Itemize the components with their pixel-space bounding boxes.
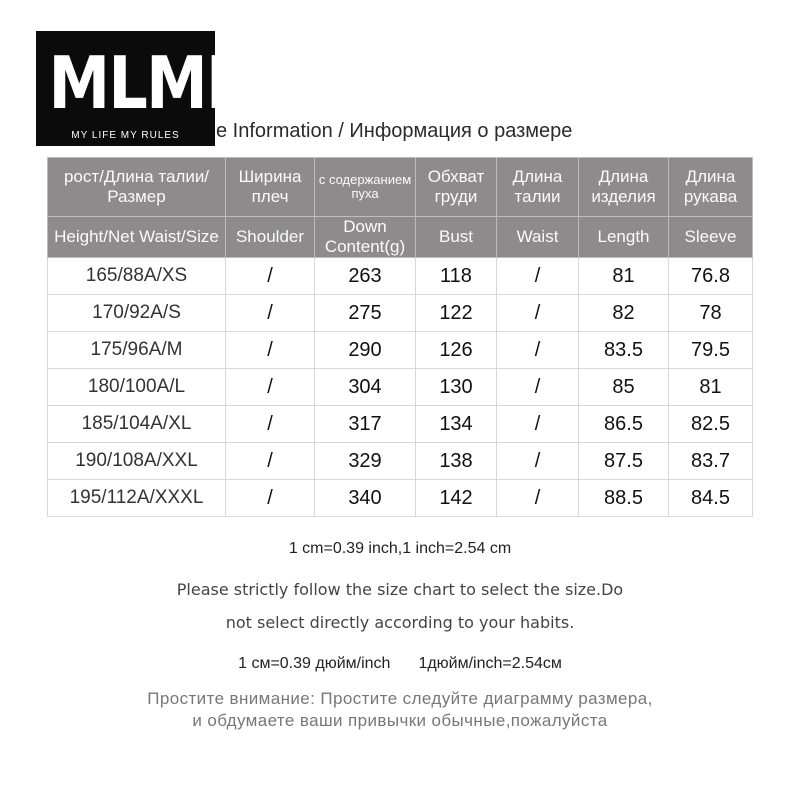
brand-logo <box>36 31 253 146</box>
table-cell: 79.5 <box>669 332 753 369</box>
table-cell: 118 <box>416 258 497 295</box>
table-cell: 82.5 <box>669 406 753 443</box>
table-cell: 76.8 <box>669 258 753 295</box>
size-label-cell: 180/100A/L <box>48 369 226 406</box>
table-cell: 134 <box>416 406 497 443</box>
table-row <box>48 295 753 332</box>
size-table <box>47 157 753 517</box>
russian-instruction-line-2: и обдумаете ваши привычки обычные,пожалуйста <box>192 711 608 730</box>
header-cell: Ширина плеч <box>226 158 315 217</box>
logo-text: MLMR <box>48 41 253 125</box>
header-cell: Shoulder <box>226 217 315 258</box>
table-cell: / <box>497 443 579 480</box>
table-cell: / <box>497 295 579 332</box>
table-row <box>48 369 753 406</box>
table-cell: 263 <box>315 258 416 295</box>
table-cell: 290 <box>315 332 416 369</box>
table-row <box>48 443 753 480</box>
header-cell: Height/Net Waist/Size <box>48 217 226 258</box>
table-cell: 84.5 <box>669 480 753 517</box>
conversion-ru-part-1: 1 см=0.39 дюйм/inch <box>238 655 391 672</box>
table-cell: / <box>226 480 315 517</box>
header-cell: Sleeve <box>669 217 753 258</box>
table-cell: 130 <box>416 369 497 406</box>
header-cell: Обхват груди <box>416 158 497 217</box>
table-cell: / <box>497 406 579 443</box>
instruction-line-2: not select directly according to your habits. <box>225 613 575 632</box>
table-cell: 275 <box>315 295 416 332</box>
size-label-cell: 165/88A/XS <box>48 258 226 295</box>
size-label-cell: 190/108A/XXL <box>48 443 226 480</box>
table-cell: 304 <box>315 369 416 406</box>
size-rows <box>48 258 753 517</box>
conversion-note-russian <box>0 655 800 673</box>
size-label-cell: 170/92A/S <box>48 295 226 332</box>
table-cell: 122 <box>416 295 497 332</box>
table-cell: / <box>497 369 579 406</box>
header-cell: с содержанием пуха <box>315 158 416 217</box>
table-cell: / <box>226 443 315 480</box>
table-row <box>48 480 753 517</box>
table-cell: 329 <box>315 443 416 480</box>
table-cell: 88.5 <box>579 480 669 517</box>
header-cell: Waist <box>497 217 579 258</box>
header-row-russian <box>48 158 753 217</box>
table-cell: / <box>497 332 579 369</box>
table-cell: / <box>226 332 315 369</box>
table-cell: 82 <box>579 295 669 332</box>
logo-tagline: MY LIFE MY RULES <box>71 130 180 141</box>
table-cell: 142 <box>416 480 497 517</box>
header-cell: Length <box>579 217 669 258</box>
header-cell: Длина талии <box>497 158 579 217</box>
instruction-line-1: Please strictly follow the size chart to select the size.Do <box>176 580 624 599</box>
russian-instruction <box>0 688 800 732</box>
table-cell: / <box>226 406 315 443</box>
header-cell: Длина изделия <box>579 158 669 217</box>
size-label-cell: 195/112A/XXXL <box>48 480 226 517</box>
table-cell: / <box>226 295 315 332</box>
table-cell: 317 <box>315 406 416 443</box>
table-cell: 81 <box>669 369 753 406</box>
header-row-english <box>48 217 753 258</box>
table-row <box>48 406 753 443</box>
table-cell: / <box>497 480 579 517</box>
page-title: e Information / Информация о размере <box>216 120 573 142</box>
header-cell: рост/Длина талии/Размер <box>48 158 226 217</box>
table-cell: 78 <box>669 295 753 332</box>
table-cell: 87.5 <box>579 443 669 480</box>
size-label-cell: 185/104A/XL <box>48 406 226 443</box>
table-cell: / <box>497 258 579 295</box>
header-cell: Длина рукава <box>669 158 753 217</box>
table-cell: / <box>226 258 315 295</box>
table-row <box>48 258 753 295</box>
table-cell: 83.7 <box>669 443 753 480</box>
size-label-cell: 175/96A/M <box>48 332 226 369</box>
table-cell: 85 <box>579 369 669 406</box>
table-cell: 86.5 <box>579 406 669 443</box>
table-cell: 138 <box>416 443 497 480</box>
table-cell: / <box>226 369 315 406</box>
table-cell: 340 <box>315 480 416 517</box>
conversion-note-english: 1 cm=0.39 inch,1 inch=2.54 cm <box>288 540 512 557</box>
header-cell: Down Content(g) <box>315 217 416 258</box>
table-cell: 83.5 <box>579 332 669 369</box>
table-cell: 81 <box>579 258 669 295</box>
conversion-ru-part-2: 1дюйм/inch=2.54см <box>418 655 562 672</box>
header-cell: Bust <box>416 217 497 258</box>
russian-instruction-line-1: Простите внимание: Простите следуйте диаграмму размера, <box>147 689 653 708</box>
table-cell: 126 <box>416 332 497 369</box>
table-row <box>48 332 753 369</box>
